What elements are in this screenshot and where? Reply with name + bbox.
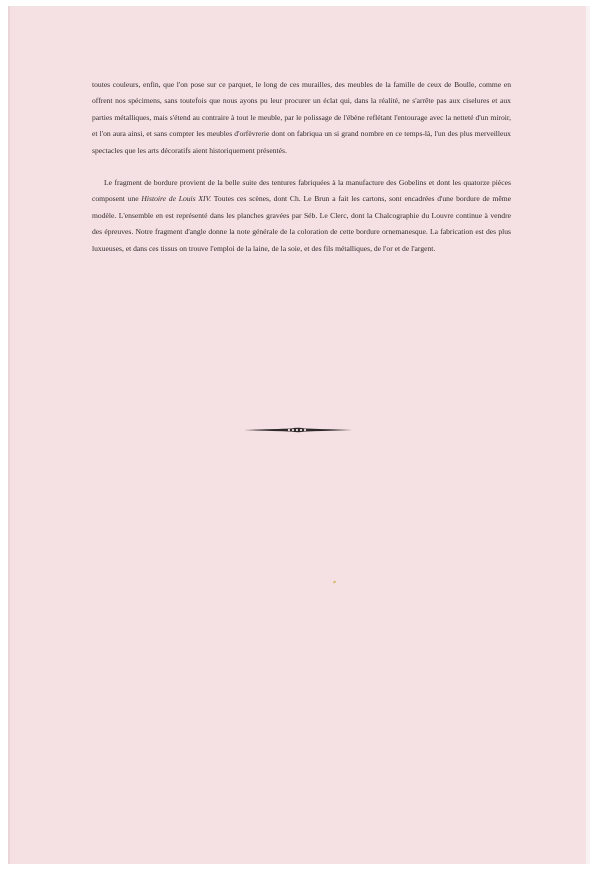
paragraph-2-line-2-end: Toutes ces scènes, dont Ch. Le Brun a fait les cartons, sont [213,194,402,204]
paragraph-2-line-1: Le fragment de bordure provient de la belle suite des tentures fabriquées à la manufacture des Gobelins et dont [104,178,451,188]
paragraph-2-line-4: dont la Chalcographie du Louvre continue à vendre des épreuves. Notre fragment d'angle donne la note générale [92,210,511,237]
paragraph-1-line-1: toutes couleurs, enfin, que l'on pose sur ce parquet, le long de ces murailles, des meubles de la famille de ceux de [92,80,452,89]
paragraph-1-line-5: dont on fabriqua un si grand nombre en ce temps-là, l'un des plus merveilleux spectacles que les arts décoratifs [92,129,511,155]
paragraph-1-line-3: ne s'arrête pas aux ciselures et aux parties métalliques, mais s'étend au contraire à tout le meuble, par le polissage [92,96,511,122]
paragraph-1-line-2: Boulle, comme en offrent nos spécimens, sans toutefois que nous ayons pu leur procurer un éclat qui, dans la réalité, [92,80,512,106]
fleuron-divider-icon [244,425,352,435]
paragraph-2 [92,175,511,257]
paragraph-1 [92,77,511,159]
paragraph-2-line-2-start: les quatorze pièces composent une [92,178,511,204]
paragraph-2-line-5: de la coloration de cette bordure ornemanesque. La fabrication est des plus luxueuses, et dans ces tissus on [92,227,511,253]
paragraph-1-line-6: aient historiquement présentés. [192,145,287,155]
paragraph-2-line-3: encadrées d'une bordure de même modèle. L'ensemble en est représenté dans les planches gravées par Séb. Le Clerc, [92,194,511,220]
body-text [92,77,511,257]
book-title: Histoire de Louis XIV. [141,194,212,204]
paragraph-1-line-4: de l'ébène reflétant l'entourage avec la netteté d'un miroir, et l'on aura ainsi, et sans compter les meubles d'orfèvrerie [92,112,511,139]
paragraph-2-line-6: trouve l'emploi de la laine, de la soie, et des fils métalliques, de l'or et de l'argent. [188,243,436,253]
